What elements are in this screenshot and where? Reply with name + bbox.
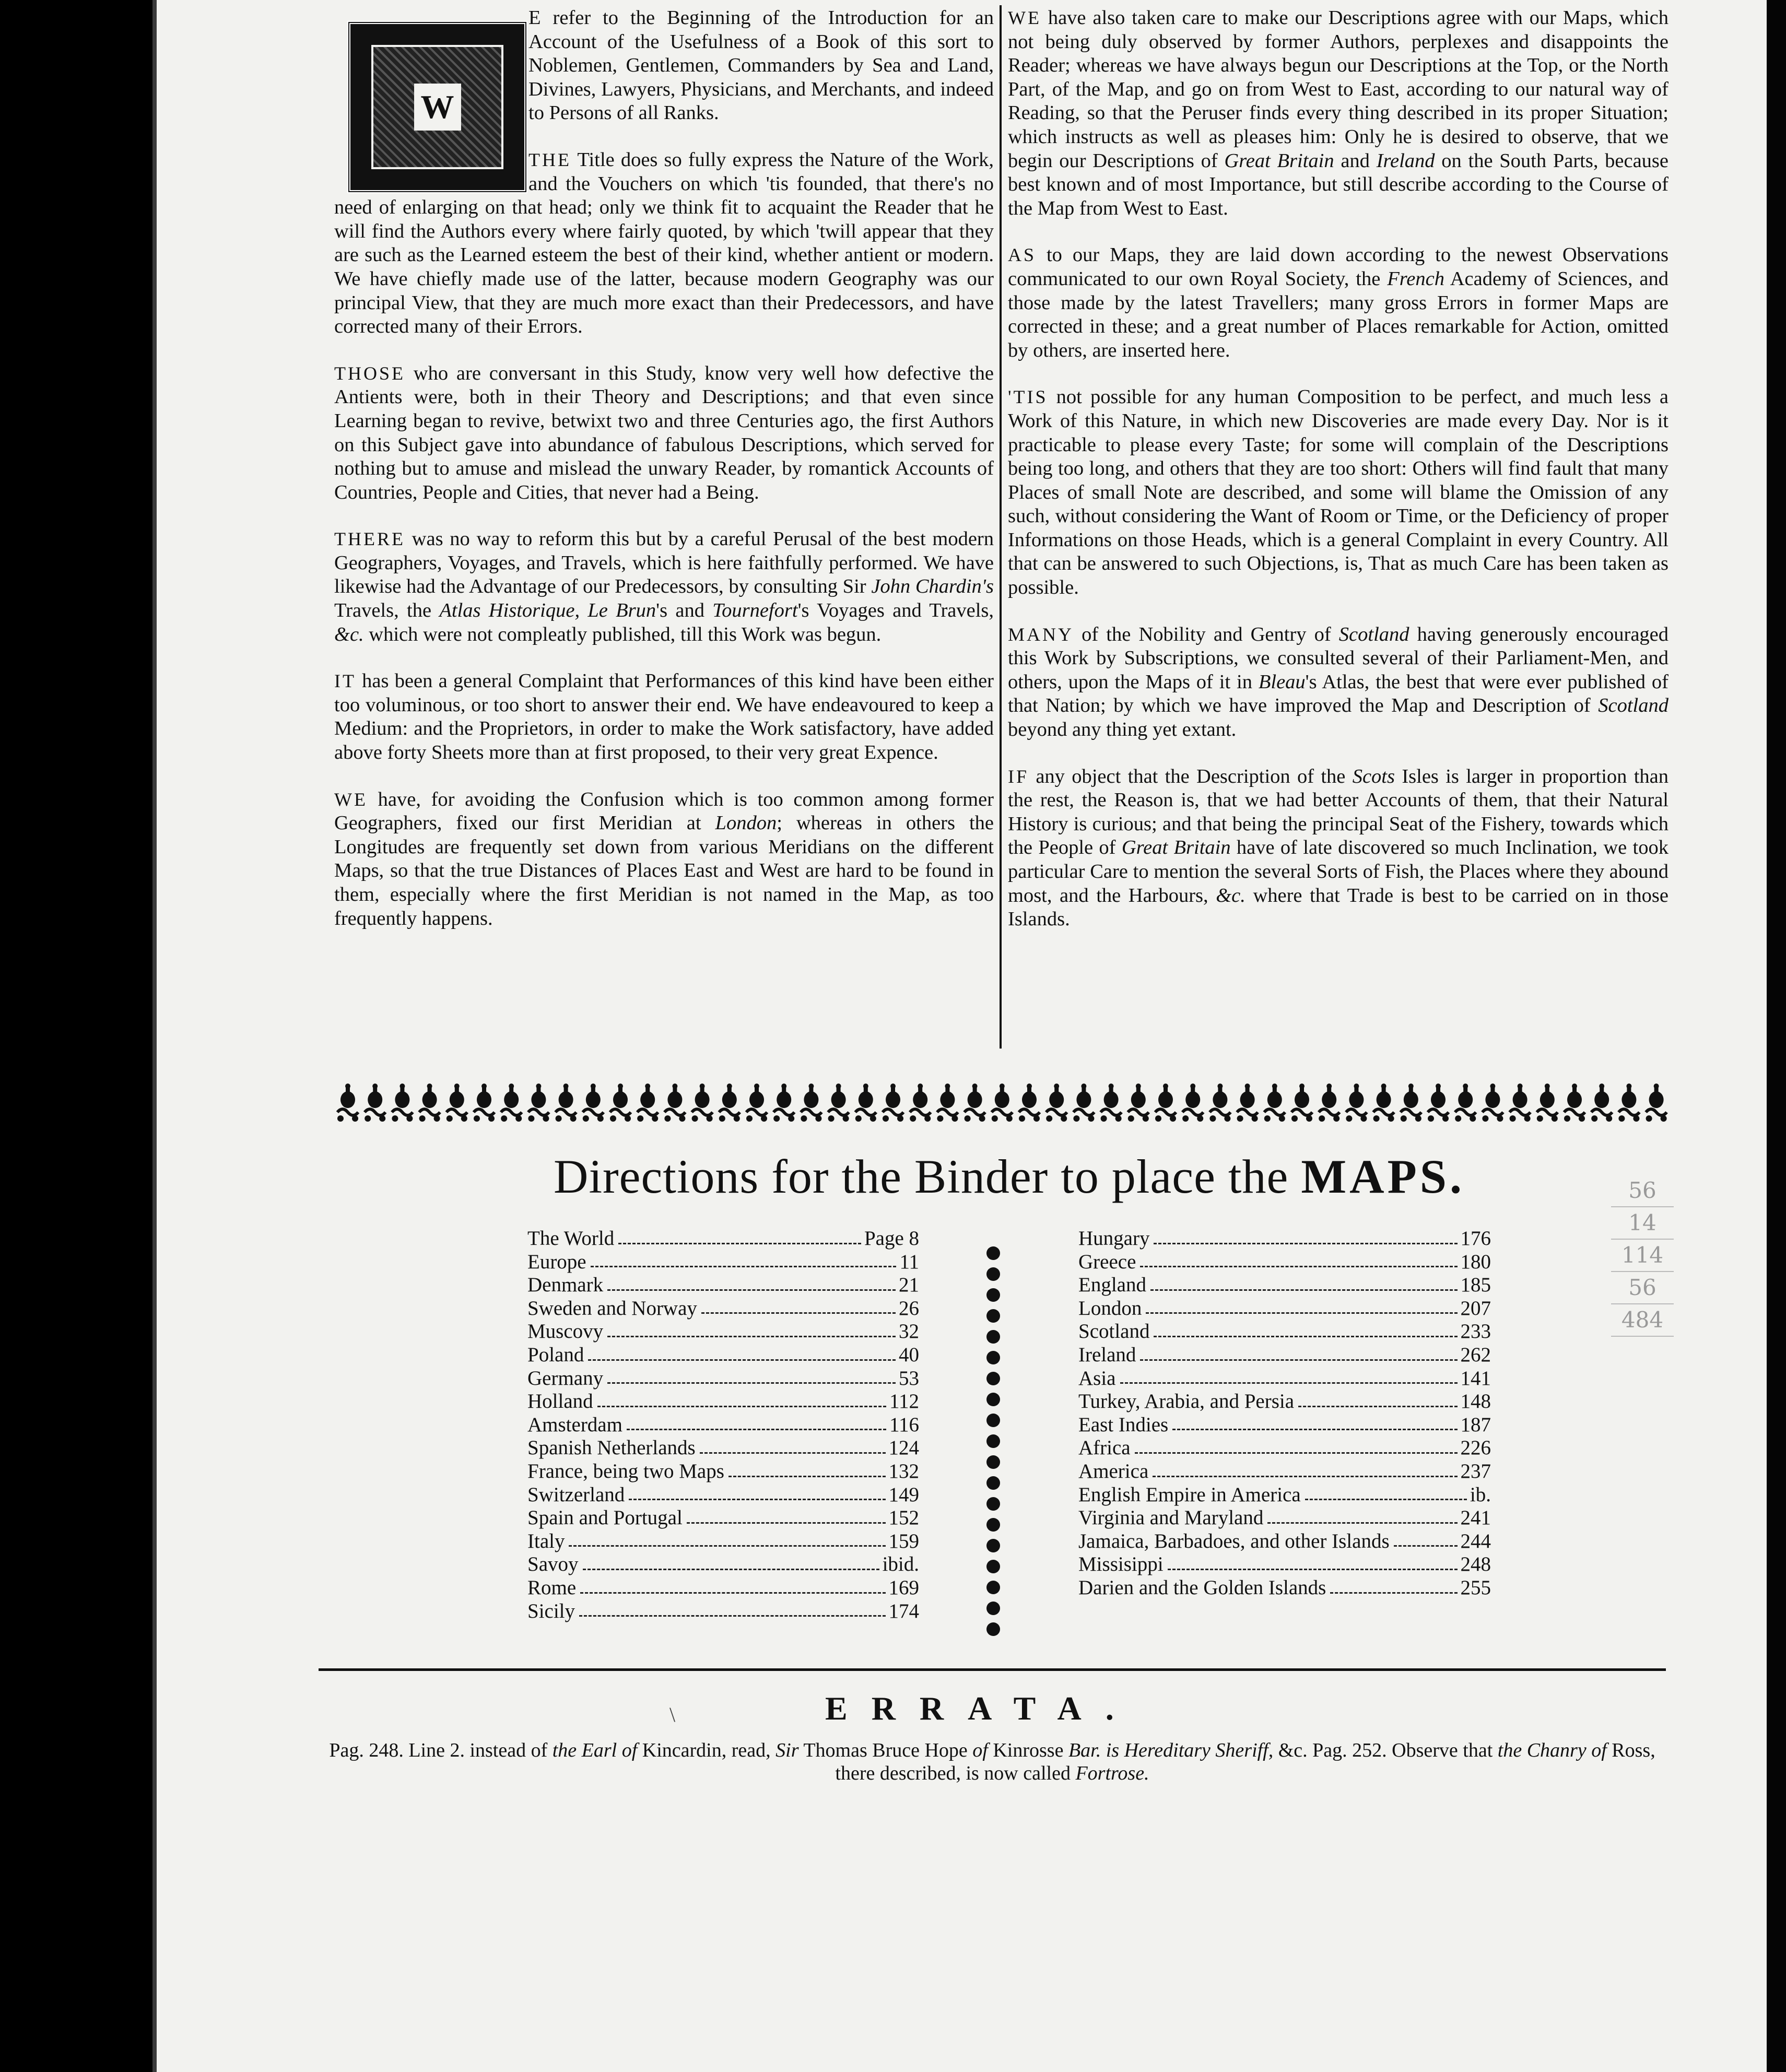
ornament-dot xyxy=(986,1434,1000,1448)
map-list-entry xyxy=(527,1414,919,1437)
map-list-entry xyxy=(527,1251,919,1274)
leader-dashes xyxy=(1120,1382,1458,1384)
ornament-column xyxy=(983,1243,1004,1640)
map-page: 207 xyxy=(1460,1297,1491,1320)
handwritten-number: 56 xyxy=(1611,1272,1674,1304)
handwritten-number: 114 xyxy=(1611,1240,1674,1272)
map-page: 21 xyxy=(899,1274,919,1297)
map-list-entry xyxy=(1078,1344,1491,1367)
map-name: Ireland xyxy=(1078,1343,1136,1366)
leader-dashes xyxy=(1267,1522,1457,1524)
leader-dashes xyxy=(700,1452,886,1454)
fleuron xyxy=(773,1084,794,1122)
fleuron xyxy=(610,1084,631,1122)
fleuron xyxy=(746,1084,767,1122)
map-list-entry xyxy=(1078,1506,1491,1530)
fleuron xyxy=(1237,1084,1258,1122)
fleuron xyxy=(910,1084,931,1122)
fleuron xyxy=(937,1084,958,1122)
map-list-entry xyxy=(527,1390,919,1414)
leader-dashes xyxy=(1298,1406,1457,1407)
map-name: England xyxy=(1078,1274,1146,1297)
fleuron xyxy=(828,1084,849,1122)
map-name: Rome xyxy=(527,1576,577,1599)
map-page: 244 xyxy=(1460,1529,1491,1552)
map-list-entry xyxy=(527,1576,919,1600)
handwritten-number: 56 xyxy=(1611,1175,1674,1207)
leader-dashes xyxy=(728,1476,886,1477)
fleuron xyxy=(1428,1084,1449,1122)
map-name: Missisippi xyxy=(1078,1553,1164,1576)
map-name: France, being two Maps xyxy=(527,1459,724,1482)
map-page: 237 xyxy=(1460,1459,1491,1482)
fleuron xyxy=(583,1084,604,1122)
scan-border-right xyxy=(1767,0,1786,2072)
map-list-entry xyxy=(1078,1390,1491,1414)
map-name: Greece xyxy=(1078,1250,1136,1273)
map-page: 32 xyxy=(899,1320,919,1343)
map-name: America xyxy=(1078,1459,1149,1482)
map-name: Sweden and Norway xyxy=(527,1297,697,1320)
fleuron xyxy=(446,1084,467,1122)
leader-dashes xyxy=(1172,1429,1457,1430)
fleuron xyxy=(337,1084,358,1122)
leader-dashes xyxy=(627,1429,886,1430)
map-name: Poland xyxy=(527,1343,584,1366)
leader-dashes xyxy=(1146,1312,1457,1314)
fleuron xyxy=(992,1084,1013,1122)
ornament-dot xyxy=(986,1622,1000,1636)
map-list-entry xyxy=(1078,1530,1491,1553)
map-page: 185 xyxy=(1460,1274,1491,1297)
fleuron xyxy=(719,1084,740,1122)
map-list-entry xyxy=(1078,1320,1491,1344)
map-list-entry xyxy=(1078,1460,1491,1484)
fleuron xyxy=(392,1084,413,1122)
paragraph: THERE was no way to reform this but by a careful Perusal of the best modern Geographers, Voyages, and Travels, which is here faithfully performed. We have likewise had the Advantage of our Predecessors, by consulting Sir John Chardin's Travels, the Atlas Historique, Le Brun's and Tournefort's Voyages and Travels, &c. which were not compleatly published, till this Work was begun. xyxy=(334,528,994,645)
map-list-entry xyxy=(527,1320,919,1344)
ornament-dot xyxy=(986,1246,1000,1260)
map-page: 152 xyxy=(888,1506,919,1529)
map-page: 132 xyxy=(888,1459,919,1482)
map-list-entry xyxy=(527,1297,919,1321)
ornament-dot xyxy=(986,1602,1000,1615)
map-page: 169 xyxy=(888,1576,919,1599)
map-name: Asia xyxy=(1078,1367,1116,1390)
fleuron xyxy=(1646,1084,1667,1122)
maps-list-right xyxy=(1078,1227,1491,1600)
map-page: 174 xyxy=(888,1599,919,1622)
map-list-entry xyxy=(527,1600,919,1623)
map-list-entry xyxy=(527,1553,919,1576)
ornament-dot xyxy=(986,1351,1000,1364)
leader-dashes xyxy=(1305,1499,1467,1500)
map-page: ibid. xyxy=(882,1553,919,1576)
map-name: Spain and Portugal xyxy=(527,1506,683,1529)
fleuron xyxy=(1319,1084,1340,1122)
fleuron xyxy=(1046,1084,1067,1122)
ornament-dot xyxy=(986,1372,1000,1385)
handwritten-sums xyxy=(1611,1175,1674,1332)
leader-dashes xyxy=(1168,1569,1458,1570)
map-list-entry xyxy=(1078,1553,1491,1576)
map-name: English Empire in America xyxy=(1078,1483,1301,1506)
fleuron xyxy=(501,1084,522,1122)
map-page: 226 xyxy=(1460,1437,1491,1459)
map-page: 53 xyxy=(899,1367,919,1390)
map-list-entry xyxy=(527,1460,919,1484)
ornament-dot xyxy=(986,1497,1000,1511)
errata-text: Pag. 248. Line 2. instead of the Earl of Kincardin, read, Sir Thomas Bruce Hope of Kinrosse Bar. is Hereditary Sheriff, &c. Pag. 252. Observe that the Chanry of Ross, there described, is now called Fortrose. xyxy=(329,1739,1655,1784)
map-list-entry xyxy=(1078,1227,1491,1251)
leader-dashes xyxy=(588,1359,896,1361)
fleuron xyxy=(1537,1084,1558,1122)
fleuron xyxy=(1482,1084,1503,1122)
ornament-dot xyxy=(986,1267,1000,1281)
map-page: Page 8 xyxy=(864,1227,919,1250)
leader-dashes xyxy=(629,1499,885,1500)
stray-mark: \ xyxy=(669,1703,676,1726)
ornament-dot xyxy=(986,1309,1000,1323)
fleuron xyxy=(1401,1084,1421,1122)
map-list-entry xyxy=(527,1367,919,1391)
leader-dashes xyxy=(597,1406,886,1407)
map-page: 141 xyxy=(1460,1367,1491,1390)
leader-dashes xyxy=(1154,1336,1457,1337)
fleuron-border xyxy=(334,1076,1671,1133)
leader-dashes xyxy=(579,1615,885,1617)
map-page: 187 xyxy=(1460,1413,1491,1436)
fleuron xyxy=(664,1084,685,1122)
leader-dashes xyxy=(591,1266,897,1267)
map-list-entry xyxy=(1078,1414,1491,1437)
map-list-entry xyxy=(1078,1297,1491,1321)
map-page: 11 xyxy=(899,1250,919,1273)
map-page: 148 xyxy=(1460,1390,1491,1413)
leader-dashes xyxy=(569,1545,885,1547)
binder-directions-heading: Directions for the Binder to place the MAPS. xyxy=(554,1150,1465,1203)
fleuron xyxy=(1591,1084,1612,1122)
fleuron-row xyxy=(337,1084,1667,1122)
map-name: Turkey, Arabia, and Persia xyxy=(1078,1390,1295,1413)
fleuron xyxy=(1510,1084,1531,1122)
leader-dashes xyxy=(1150,1289,1458,1291)
map-page: 116 xyxy=(889,1413,919,1436)
leader-dashes xyxy=(687,1522,886,1524)
map-page: 255 xyxy=(1460,1576,1491,1599)
initial-letter: W xyxy=(414,84,461,131)
ornament-dot xyxy=(986,1414,1000,1427)
map-page: 233 xyxy=(1460,1320,1491,1343)
preface-left-column xyxy=(334,6,994,953)
map-name: Sicily xyxy=(527,1599,575,1622)
fleuron xyxy=(801,1084,821,1122)
handwritten-number: 484 xyxy=(1611,1304,1674,1337)
map-name: Virginia and Maryland xyxy=(1078,1506,1264,1529)
map-name: Spanish Netherlands xyxy=(527,1437,696,1459)
paragraph: WE have also taken care to make our Descriptions agree with our Maps, which not being duly observed by former Authors, perplexes and disappoints the Reader; whereas we have always begun our Descriptions at the Top, or the North Part, of the Map, and go on from West to East, according to our natural way of Reading, so that the Peruser finds every thing described in its proper Situation; which instructs as well as pleases him: Only he is desired to observe, that we begin our Descriptions of Great Britain and Ireland on the South Parts, because best known and of most Importance, but still describe according to the Course of the Map from West to East. xyxy=(1008,7,1668,219)
map-name: Savoy xyxy=(527,1553,579,1576)
map-name: Holland xyxy=(527,1390,593,1413)
leader-dashes xyxy=(607,1289,896,1291)
leader-dashes xyxy=(1330,1592,1457,1594)
map-list-entry xyxy=(527,1530,919,1553)
scan-border-left xyxy=(0,0,157,2072)
map-list-entry xyxy=(527,1484,919,1507)
fleuron xyxy=(1209,1084,1230,1122)
fleuron xyxy=(1373,1084,1394,1122)
fleuron xyxy=(1618,1084,1639,1122)
map-name: Germany xyxy=(527,1367,604,1390)
fleuron xyxy=(1346,1084,1367,1122)
map-list-entry xyxy=(1078,1274,1491,1297)
map-name: Switzerland xyxy=(527,1483,625,1506)
map-list-entry xyxy=(527,1274,919,1297)
paragraph: AS to our Maps, they are laid down according to the newest Observations communicated to our own Royal Society, the French Academy of Sciences, and those made by the latest Travellers; many gross Errors in former Maps are corrected in these; and a great number of Places remarkable for Action, omitted by others, are inserted here. xyxy=(1008,244,1668,361)
map-name: Italy xyxy=(527,1529,565,1552)
leader-dashes xyxy=(1135,1452,1458,1454)
leader-dashes xyxy=(607,1336,896,1337)
map-list-entry xyxy=(1078,1367,1491,1391)
map-page: 180 xyxy=(1460,1250,1491,1273)
paragraph: MANY of the Nobility and Gentry of Scotland having generously encouraged this Work by Subscriptions, we consulted several of their Parliament-Men, and others, upon the Maps of it in Bleau's Atlas, the best that were ever published of that Nation; by which we have improved the Map and Description of Scotland beyond any thing yet extant. xyxy=(1008,623,1668,741)
map-page: ib. xyxy=(1470,1483,1491,1506)
fleuron xyxy=(474,1084,495,1122)
map-name: London xyxy=(1078,1297,1142,1320)
leader-dashes xyxy=(1394,1545,1458,1547)
fleuron xyxy=(1128,1084,1149,1122)
map-list-entry xyxy=(1078,1251,1491,1274)
map-list-entry xyxy=(527,1227,919,1251)
paragraph: 'TIS not possible for any human Composition to be perfect, and much less a Work of this Nature, in which new Discoveries are made every Day. Nor is it practicable to please every Taste; for some will complain of the Descriptions being too long, and others that they are too short: Others will find fault that many Places of small Note are described, and some will blame the Omission of any such, without considering the Want of Room or Time, or the Deficiency of proper Informations on those Heads, which is a general Complaint in every Country. All that can be answered to such Objections, is, That as much Care has been taken as possible. xyxy=(1008,386,1668,599)
column-divider xyxy=(1000,5,1002,1049)
paragraph: E refer to the Beginning of the Introduction for an Account of the Usefulness of a Book of this sort to Noblemen, Gentlemen, Commanders by Sea and Land, Divines, Lawyers, Physicians, and Merchants, and indeed to Persons of all Ranks. xyxy=(528,7,994,124)
paragraph: THE Title does so fully express the Nature of the Work, and the Vouchers on which 'tis founded, that there's no need of enlarging on that head; only we think fit to acquaint the Reader that he will find the Authors every where fairly quoted, by which 'twill appear that they are such as the Learned esteem the best of their kind, whether antient or modern. We have chiefly made use of the latter, because modern Geography was our principal View, that they are much more exact than their Predecessors, and have corrected many of their Errors. xyxy=(334,148,994,338)
map-page: 149 xyxy=(888,1483,919,1506)
map-list-entry xyxy=(527,1437,919,1460)
map-name: Jamaica, Barbadoes, and other Islands xyxy=(1078,1529,1390,1552)
leader-dashes xyxy=(618,1243,861,1244)
map-page: 159 xyxy=(888,1529,919,1552)
ornament-dot xyxy=(986,1518,1000,1532)
fleuron xyxy=(1455,1084,1476,1122)
ornament-dot xyxy=(986,1581,1000,1594)
map-page: 262 xyxy=(1460,1343,1491,1366)
map-name: Darien and the Golden Islands xyxy=(1078,1576,1326,1599)
fleuron xyxy=(528,1084,549,1122)
paragraph: IF any object that the Description of the Scots Isles is larger in proportion than the rest, the Reason is, that we had better Accounts of them, that their Natural History is curious; and that being the principal Seat of the Fishery, towards which the People of Great Britain have of late discovered so much Inclination, we took particular Care to mention the several Sorts of Fish, the Places where they abound most, and the Harbours, &c. where that Trade is best to be carried on in those Islands. xyxy=(1008,765,1668,931)
map-page: 40 xyxy=(899,1343,919,1366)
fleuron xyxy=(883,1084,903,1122)
map-name: Scotland xyxy=(1078,1320,1150,1343)
preface-right-column xyxy=(1008,6,1668,955)
map-list-entry xyxy=(1078,1484,1491,1507)
leader-dashes xyxy=(1140,1359,1457,1361)
map-list-entry xyxy=(1078,1437,1491,1460)
map-page: 241 xyxy=(1460,1506,1491,1529)
leader-dashes xyxy=(580,1592,885,1594)
map-name: Muscovy xyxy=(527,1320,604,1343)
ornament-dot xyxy=(986,1393,1000,1406)
fleuron xyxy=(1264,1084,1285,1122)
map-list-entry xyxy=(527,1344,919,1367)
map-name: The World xyxy=(527,1227,615,1250)
fleuron xyxy=(1101,1084,1122,1122)
map-name: Denmark xyxy=(527,1274,604,1297)
fleuron xyxy=(1291,1084,1312,1122)
map-name: Amsterdam xyxy=(527,1413,622,1436)
fleuron xyxy=(1155,1084,1176,1122)
map-page: 176 xyxy=(1460,1227,1491,1250)
map-page: 124 xyxy=(888,1437,919,1459)
fleuron xyxy=(365,1084,385,1122)
fleuron xyxy=(965,1084,985,1122)
leader-dashes xyxy=(1140,1266,1457,1267)
leader-dashes xyxy=(1153,1476,1457,1477)
map-list-entry xyxy=(1078,1576,1491,1600)
fleuron xyxy=(1019,1084,1040,1122)
fleuron xyxy=(637,1084,658,1122)
map-page: 26 xyxy=(899,1297,919,1320)
fleuron xyxy=(419,1084,440,1122)
map-list-entry xyxy=(527,1506,919,1530)
leader-dashes xyxy=(701,1312,896,1314)
fleuron xyxy=(1073,1084,1094,1122)
fleuron xyxy=(1182,1084,1203,1122)
leader-dashes xyxy=(607,1382,896,1384)
map-name: East Indies xyxy=(1078,1413,1169,1436)
fleuron xyxy=(556,1084,577,1122)
errata-title: ERRATA. xyxy=(825,1690,1138,1727)
paragraph: WE have, for avoiding the Confusion which is too common among former Geographers, fixed our first Meridian at London; whereas in others the Longitudes are frequently set down from various Meridians on the different Maps, so that the true Distances of Places East and West are hard to be found in them, especially where the first Meridian is not named in the Map, as too frequently happens. xyxy=(334,788,994,929)
fleuron xyxy=(855,1084,876,1122)
map-name: Hungary xyxy=(1078,1227,1150,1250)
ornament-dot xyxy=(986,1476,1000,1490)
paragraph: THOSE who are conversant in this Study, know very well how defective the Antients were, both in their Theory and Descriptions; and that even since Learning began to revive, betwixt two and three Centuries ago, the first Authors on this Subject gave into abundance of fabulous Descriptions, which served for nothing but to amuse and mislead the unwary Reader, by romantick Accounts of Countries, People and Cities, that never had a Being. xyxy=(334,362,994,503)
fleuron xyxy=(692,1084,713,1122)
ornament-dot xyxy=(986,1539,1000,1552)
fleuron xyxy=(1564,1084,1585,1122)
leader-dashes xyxy=(1154,1243,1457,1244)
leader-dashes xyxy=(583,1569,879,1570)
paragraph: IT has been a general Complaint that Performances of this kind have been either too voluminous, or too short to answer their end. We have endeavoured to keep a Medium: and the Proprietors, in order to make the Work satisfactory, have added above forty Sheets more than at first proposed, to their very great Expence. xyxy=(334,670,994,764)
ornament-dot xyxy=(986,1288,1000,1302)
map-page: 112 xyxy=(889,1390,919,1413)
ornament-dot xyxy=(986,1560,1000,1573)
ornament-dot xyxy=(986,1455,1000,1469)
handwritten-number: 14 xyxy=(1611,1207,1674,1240)
map-name: Europe xyxy=(527,1250,586,1273)
errata-rule xyxy=(319,1668,1666,1671)
ornament-dot xyxy=(986,1330,1000,1344)
map-page: 248 xyxy=(1460,1553,1491,1576)
maps-list-left xyxy=(527,1227,919,1623)
map-name: Africa xyxy=(1078,1437,1131,1459)
